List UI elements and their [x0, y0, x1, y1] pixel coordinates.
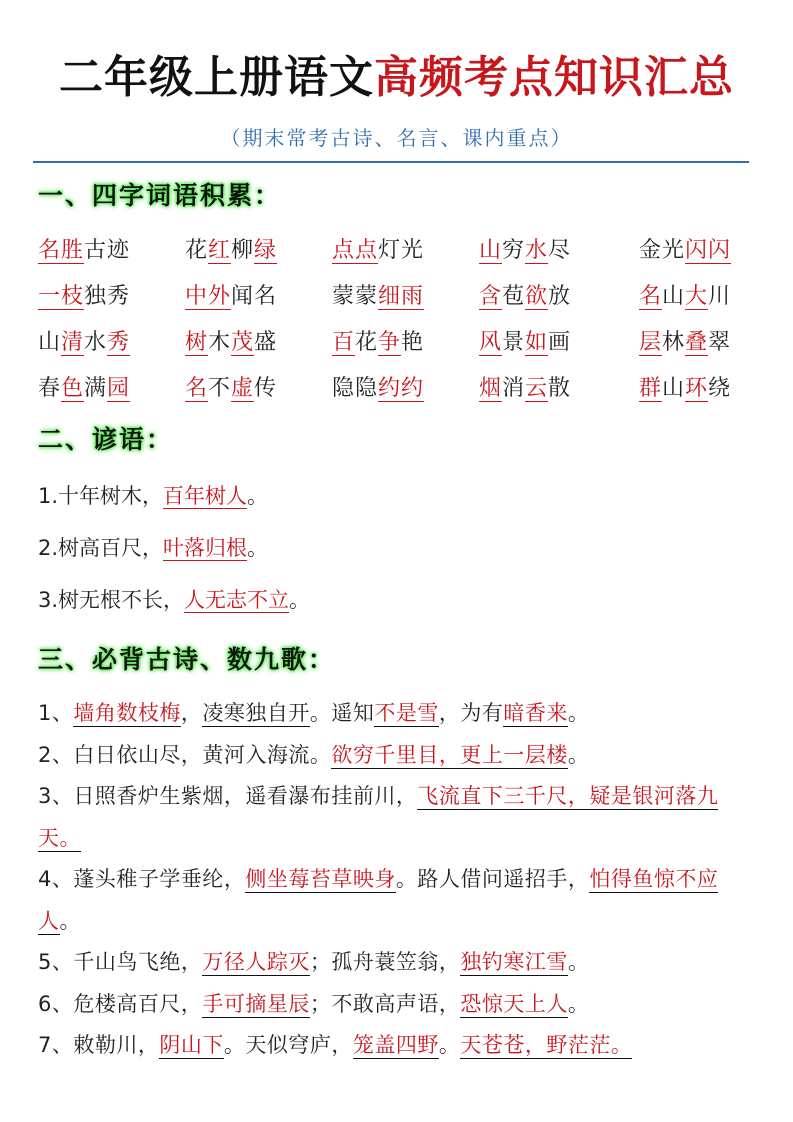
idiom-item	[332, 228, 479, 274]
idiom-text: 川	[708, 284, 732, 309]
idiom-highlight: 中外	[185, 284, 232, 309]
idiom-item	[479, 274, 639, 320]
idiom-highlight: 秀	[107, 330, 131, 355]
idiom-text: 花	[355, 330, 379, 355]
idiom-item	[38, 320, 185, 366]
poem-text: 5、千山鸟飞绝，	[38, 950, 203, 974]
idiom-item	[185, 320, 332, 366]
proverb-list	[38, 470, 310, 626]
idiom-item	[185, 274, 332, 320]
poem-item	[38, 1025, 758, 1067]
poem-answer: 欲穷千里目，更上一层楼	[331, 742, 568, 767]
idiom-row	[38, 274, 758, 320]
idiom-highlight: 烟	[479, 376, 503, 401]
idiom-item	[185, 228, 332, 274]
poem-text: 6、危楼高百尺，	[38, 991, 203, 1016]
idiom-highlight: 清	[61, 330, 85, 355]
proverb-text: 。	[289, 588, 311, 612]
poem-text: 1、	[38, 701, 74, 725]
section-title-poems: 三、必背古诗、数九歌：	[38, 645, 336, 674]
idiom-text: 穷	[502, 238, 526, 263]
proverb-item	[38, 522, 310, 574]
poem-text: ；不敢高声语，	[309, 991, 461, 1016]
idiom-highlight: 大	[685, 284, 709, 309]
poem-answer: 笼盖四野	[352, 1033, 439, 1057]
poem-answer: 天苍苍，野茫茫。	[460, 1033, 633, 1057]
idiom-text: 盛	[254, 330, 278, 355]
idiom-highlight: 红	[208, 238, 232, 263]
idiom-row	[38, 366, 758, 412]
poem-text: 3、日照香炉生紫烟，遥看瀑布挂前川，	[38, 784, 418, 808]
idiom-item	[639, 366, 758, 412]
idiom-text: 满	[84, 376, 108, 401]
idiom-highlight: 环	[685, 376, 709, 401]
idiom-highlight: 约约	[378, 376, 425, 401]
proverb-answer: 叶落归根	[163, 536, 248, 560]
proverb-item	[38, 470, 310, 522]
idiom-highlight: 如	[525, 330, 549, 355]
idiom-highlight: 层	[639, 330, 663, 355]
idiom-text: 山	[662, 284, 686, 309]
idiom-text: 散	[548, 376, 572, 401]
poem-item	[38, 984, 758, 1026]
idiom-highlight: 含	[479, 284, 503, 309]
idiom-text: 艳	[401, 330, 425, 355]
idiom-text: 传	[254, 376, 278, 401]
idiom-item	[38, 228, 185, 274]
idiom-highlight: 茂	[231, 330, 255, 355]
idiom-item	[38, 366, 185, 412]
idiom-text: 隐隐	[332, 376, 379, 401]
idiom-text: 尽	[548, 238, 572, 263]
idiom-item	[332, 274, 479, 320]
idiom-highlight: 色	[61, 376, 85, 401]
poem-answer: 怕得鱼惊不应人	[38, 867, 719, 933]
poem-text: 2、白日依山尽，黄河入海流。	[38, 742, 332, 767]
poem-answer: 恐惊天上人	[460, 991, 568, 1016]
idiom-text: 林	[662, 330, 686, 355]
poem-answer: 不是雪	[374, 701, 439, 725]
poem-list	[38, 693, 758, 1067]
idiom-highlight: 虚	[231, 376, 255, 401]
poem-answer: 墙角数枝梅	[73, 701, 181, 725]
idiom-item	[332, 366, 479, 412]
idiom-highlight: 叠	[685, 330, 709, 355]
poem-text: 4、蓬头稚子学垂纶，	[38, 867, 246, 891]
header-divider	[33, 161, 749, 163]
poem-text: 。	[567, 950, 590, 974]
idiom-row	[38, 320, 758, 366]
idiom-text: 蒙蒙	[332, 284, 379, 309]
proverb-answer: 百年树人	[163, 484, 248, 508]
poem-answer: 飞流直下三千尺，疑是银河落九天。	[38, 784, 719, 850]
poem-answer: 侧坐莓苔草映身	[245, 867, 396, 891]
idiom-highlight: 争	[378, 330, 402, 355]
title-black-part: 二年级上册语文	[59, 52, 374, 103]
poem-text: 。	[567, 742, 590, 767]
title-red-part: 高频考点知识汇总	[374, 52, 734, 103]
page-subtitle: （期末常考古诗、名言、课内重点）	[220, 126, 573, 150]
proverb-text: 1.十年树木，	[38, 484, 164, 508]
idiom-text: 金光	[639, 238, 686, 263]
idiom-text: 灯光	[378, 238, 425, 263]
idiom-highlight: 树	[185, 330, 209, 355]
idiom-text: 水	[84, 330, 108, 355]
poem-text: 。	[438, 1033, 461, 1057]
idiom-highlight: 风	[479, 330, 503, 355]
idiom-highlight: 闪闪	[685, 238, 732, 263]
idiom-item	[479, 228, 639, 274]
idiom-text: 独秀	[84, 284, 131, 309]
idiom-item	[639, 274, 758, 320]
poem-item	[38, 693, 758, 735]
idiom-highlight: 园	[107, 376, 131, 401]
idiom-text: 山	[38, 330, 62, 355]
idiom-item	[38, 274, 185, 320]
idiom-text: 画	[548, 330, 572, 355]
poem-text: ；孤舟蓑笠翁，	[309, 950, 461, 974]
idiom-highlight: 细雨	[378, 284, 425, 309]
idiom-grid	[38, 228, 758, 412]
idiom-text: 不	[208, 376, 232, 401]
idiom-text: 消	[502, 376, 526, 401]
idiom-text: 柳	[231, 238, 255, 263]
proverb-text: 。	[247, 536, 269, 560]
idiom-item	[332, 320, 479, 366]
proverb-text: 2.树高百尺，	[38, 536, 164, 560]
idiom-text: 古迹	[84, 238, 131, 263]
idiom-text: 景	[502, 330, 526, 355]
poem-text: 。	[567, 991, 590, 1016]
poem-answer: 手可摘星辰	[202, 991, 310, 1016]
poem-item	[38, 776, 758, 859]
idiom-highlight: 一枝	[38, 284, 85, 309]
proverb-text: 。	[247, 484, 269, 508]
idiom-text: 放	[548, 284, 572, 309]
poem-text: 。天似穹庐，	[223, 1033, 353, 1057]
idiom-text: 春	[38, 376, 62, 401]
poem-item	[38, 735, 758, 777]
idiom-highlight: 云	[525, 376, 549, 401]
poem-item	[38, 942, 758, 984]
idiom-text: 木	[208, 330, 232, 355]
poem-text: 。	[59, 908, 81, 933]
idiom-item	[479, 320, 639, 366]
idiom-item	[185, 366, 332, 412]
poem-answer: 独钓寒江雪	[460, 950, 568, 974]
proverb-answer: 人无志不立	[184, 588, 290, 612]
idiom-highlight: 水	[525, 238, 549, 263]
idiom-text: 绕	[708, 376, 732, 401]
idiom-highlight: 名	[639, 284, 663, 309]
idiom-highlight: 点点	[332, 238, 379, 263]
idiom-text: 苞	[502, 284, 526, 309]
proverb-text: 3.树无根不长，	[38, 588, 185, 612]
page-title	[0, 48, 793, 108]
poem-text: 。路人借问遥招手，	[395, 867, 590, 891]
poem-answer: 凌寒独自开	[202, 701, 310, 725]
poem-text: ，	[180, 701, 203, 725]
idiom-item	[639, 228, 758, 274]
idiom-row	[38, 228, 758, 274]
idiom-text: 翠	[708, 330, 732, 355]
idiom-highlight: 绿	[254, 238, 278, 263]
poem-text: 。	[567, 701, 590, 725]
poem-answer: 万径人踪灭	[202, 950, 310, 974]
poem-item	[38, 859, 758, 942]
poem-text: 。遥知	[309, 701, 375, 725]
proverb-item	[38, 574, 310, 626]
idiom-highlight: 群	[639, 376, 663, 401]
poem-answer: 暗香来	[503, 701, 568, 725]
idiom-item	[479, 366, 639, 412]
poem-answer: 阴山下	[159, 1033, 224, 1057]
idiom-text: 山	[662, 376, 686, 401]
idiom-highlight: 山	[479, 238, 503, 263]
section-title-idioms: 一、四字词语积累：	[38, 181, 282, 210]
idiom-highlight: 名胜	[38, 238, 85, 263]
section-title-proverbs: 二、谚语：	[38, 425, 174, 454]
idiom-item	[639, 320, 758, 366]
idiom-highlight: 名	[185, 376, 209, 401]
idiom-text: 闻名	[231, 284, 278, 309]
poem-text: ，为有	[438, 701, 504, 725]
idiom-highlight: 欲	[525, 284, 549, 309]
idiom-highlight: 百	[332, 330, 356, 355]
idiom-text: 花	[185, 238, 209, 263]
poem-text: 7、敕勒川，	[38, 1033, 160, 1057]
